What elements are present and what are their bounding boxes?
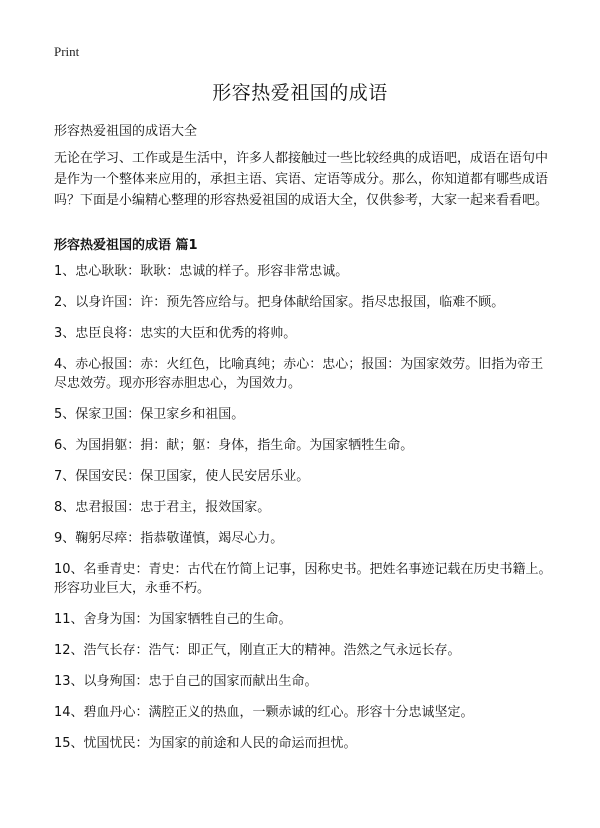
list-item: 1、忠心耿耿：耿耿：忠诚的样子。形容非常忠诚。: [54, 264, 349, 279]
list-item: 11、舍身为国：为国家牺牲自己的生命。: [54, 612, 292, 627]
list-item: 5、保家卫国：保卫家乡和祖国。: [54, 407, 245, 422]
list-item: 10、名垂青史：青史：古代在竹简上记事，因称史书。把姓名事迹记载在历史书籍上。形容功业巨大，永垂不朽。: [54, 562, 552, 596]
list-item: 13、以身殉国：忠于自己的国家而献出生命。: [54, 674, 318, 689]
list-item: 14、碧血丹心：满腔正义的热血，一颗赤诚的红心。形容十分忠诚坚定。: [54, 705, 474, 720]
intro-paragraph: 无论在学习、工作或是生活中，许多人都接触过一些比较经典的成语吧，成语在语句中是作为一个整体来应用的，承担主语、宾语、定语等成分。那么，你知道都有哪些成语吗？下面是小编精心整理的形容热爱祖国的成语大全，仅供参考，大家一起来看看吧。: [54, 151, 549, 208]
list-item: 6、为国捐躯：捐：献；躯：身体，指生命。为国家牺牲生命。: [54, 438, 414, 453]
section-heading: 形容热爱祖国的成语 篇1: [54, 238, 198, 253]
list-item: 2、以身许国：许：预先答应给与。把身体献给国家。指尽忠报国，临难不顾。: [54, 295, 505, 310]
idiom-list: [54, 262, 554, 765]
list-item: 8、忠君报国：忠于君主，报效国家。: [54, 500, 271, 515]
list-item: 4、赤心报国：赤：火红色，比喻真纯；赤心：忠心；报国：为国家效劳。旧指为帝王尽忠效劳。现亦形容赤胆忠心，为国效力。: [54, 357, 544, 391]
page-title: 形容热爱祖国的成语: [212, 82, 388, 104]
list-item: 9、鞠躬尽瘁：指恭敬谨慎，竭尽心力。: [54, 531, 284, 546]
list-item: 7、保国安民：保卫国家，使人民安居乐业。: [54, 469, 310, 484]
list-item: 3、忠臣良将：忠实的大臣和优秀的将帅。: [54, 326, 297, 341]
list-item: 15、忧国忧民：为国家的前途和人民的命运而担忧。: [54, 736, 357, 751]
print-link[interactable]: Print: [54, 44, 80, 59]
list-item: 12、浩气长存：浩气：即正气，刚直正大的精神。浩然之气永远长存。: [54, 643, 461, 658]
page-subtitle: 形容热爱祖国的成语大全: [54, 124, 198, 139]
